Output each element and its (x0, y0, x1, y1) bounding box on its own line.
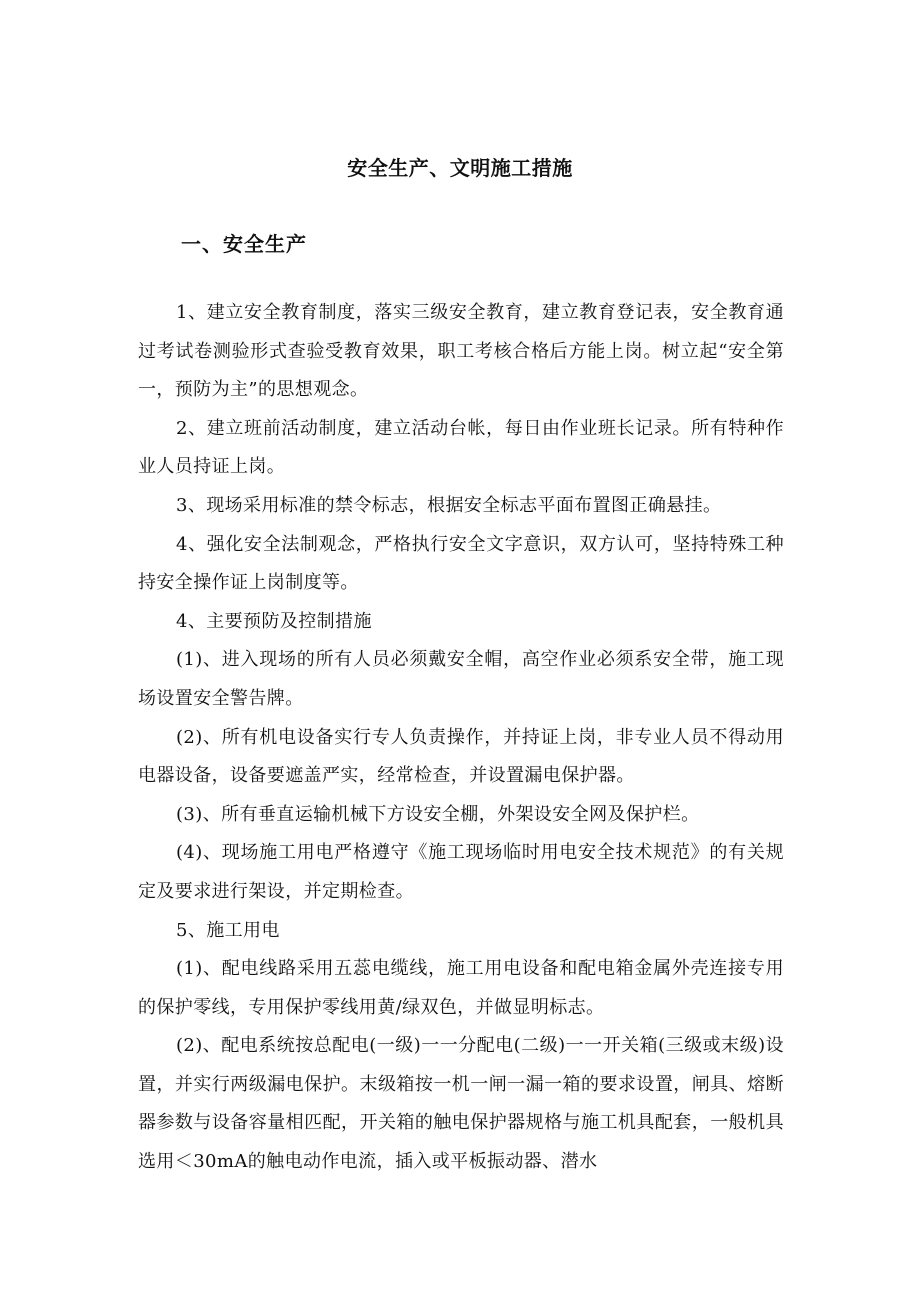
paragraph-2: 2、建立班前活动制度，建立活动台帐，每日由作业班长记录。所有特种作业人员持证上岗。 (138, 417, 784, 478)
paragraph-prevention-1: (1)、进入现场的所有人员必须戴安全帽，高空作业必须系安全带，施工现场设置安全警告牌。 (138, 649, 784, 709)
paragraph-prevention-2: (2)、所有机电设备实行专人负责操作，并持证上岗，非专业人员不得动用电器设备，设备要遮盖严实，经常检查，并设置漏电保护器。 (138, 726, 784, 787)
section-heading: 一、安全生产 (181, 232, 307, 256)
subheading-prevention: 4、主要预防及控制措施 (176, 610, 372, 632)
document-body (138, 294, 784, 1182)
paragraph-3: 3、现场采用标准的禁令标志，根据安全标志平面布置图正确悬挂。 (176, 494, 722, 516)
document-title: 安全生产、文明施工措施 (347, 156, 573, 180)
subheading-electricity: 5、施工用电 (176, 919, 280, 941)
paragraph-electricity-2: (2)、配电系统按总配电(一级)一一分配电(二级)一一开关箱(三级或末级)设置，并实行两级漏电保护。末级箱按一机一闸一漏一箱的要求设置，闸具、熔断器参数与设备容量相匹配，开关箱的触电保护器规格与施工机具配套，一般机具选用＜30mA的触电动作电流，插入或平板振动器、潜水 (138, 1035, 784, 1173)
paragraph-prevention-4: (4)、现场施工用电严格遵守《施工现场临时用电安全技术规范》的有关规定及要求进行架设，并定期检查。 (138, 842, 784, 902)
paragraph-4: 4、强化安全法制观念，严格执行安全文字意识，双方认可，坚持特殊工种持安全操作证上岗制度等。 (138, 533, 784, 594)
paragraph-prevention-3: (3)、所有垂直运输机械下方设安全棚，外架设安全网及保护栏。 (176, 803, 700, 825)
paragraph-electricity-1: (1)、配电线路采用五蕊电缆线，施工用电设备和配电箱金属外壳连接专用的保护零线，专用保护零线用黄/绿双色，并做显明标志。 (138, 958, 784, 1018)
paragraph-1: 1、建立安全教育制度，落实三级安全教育，建立教育登记表，安全教育通过考试卷测验形式查验受教育效果，职工考核合格后方能上岗。树立起“安全第一，预防为主”的思想观念。 (138, 302, 784, 401)
